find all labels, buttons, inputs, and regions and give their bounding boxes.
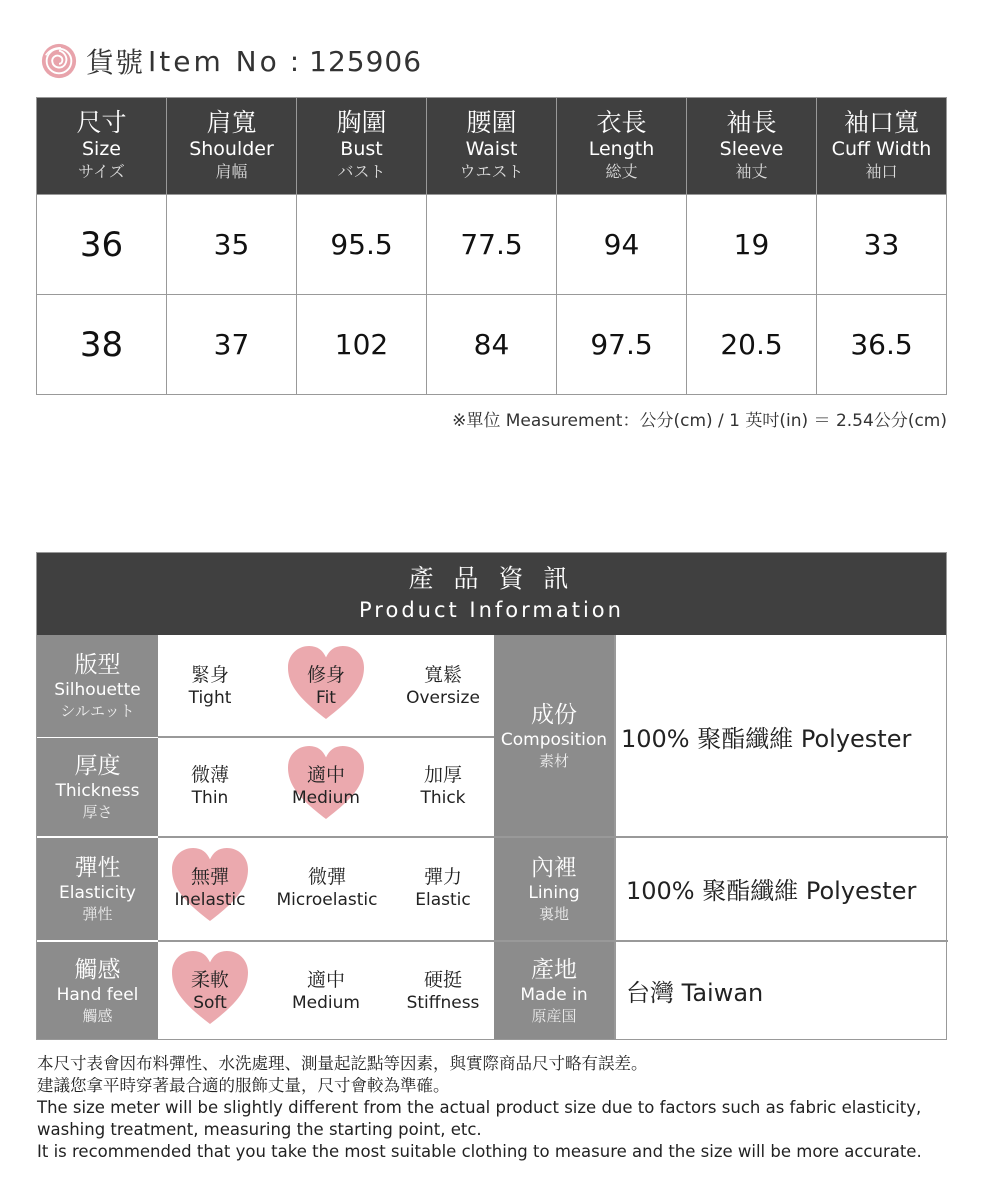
option-en: Microelastic [276,889,378,910]
column-jp: 肩幅 [215,162,248,181]
table-cell: 95.5 [297,195,427,295]
lining-value: 100% 聚酯纖維 Polyester [626,877,917,905]
column-en: Cuff Width [831,138,932,160]
option-zh: 彈力 [423,865,462,888]
composition-value: 100% 聚酯纖維 Polyester [621,725,912,753]
item-colon: : [289,44,300,78]
option-zh: 微彈 [307,865,346,888]
option-en: Oversize [406,687,480,708]
attribute-label-en: Hand feel [56,984,139,1005]
column-jp: サイズ [78,162,125,181]
attribute-label-jp: シルエット [60,702,135,720]
detail-label-composition [494,635,614,836]
attribute-label-silhouette [37,635,158,737]
column-zh: 袖長 [726,108,777,137]
column-zh: 衣長 [596,108,647,137]
detail-label-en: Composition [500,729,608,750]
option-zh: 硬挺 [423,968,462,991]
column-en: Shoulder [189,138,274,160]
column-jp: 袖丈 [735,162,768,181]
table-cell: 19 [687,195,817,295]
option-microelastic [271,843,383,933]
column-zh: 腰圍 [466,108,517,137]
size-table [36,97,947,395]
option-zh: 寬鬆 [423,663,462,686]
table-cell: 37 [167,295,297,395]
option-zh: 修身 [306,663,345,686]
column-header-length [557,98,687,195]
divider [158,836,948,838]
attribute-label-jp: 觸感 [82,1006,113,1025]
option-en: Inelastic [174,889,246,910]
option-inelastic-selected [155,843,265,933]
footer-note-line: 本尺寸表會因布料彈性、水洗處理、測量起訖點等因素，與實際商品尺寸略有誤差。 [37,1054,648,1073]
detail-label-jp: 裏地 [538,905,569,923]
option-en: Thin [191,787,229,808]
option-en: Medium [292,787,360,808]
option-medium-selected [271,741,381,831]
footer-note-line: It is recommended that you take the most suitable clothing to measure and the size will be more accurate. [37,1142,922,1161]
option-en: Elastic [415,889,471,910]
table-cell: 36.5 [817,295,947,395]
option-zh: 加厚 [423,763,462,786]
column-header-sleeve [687,98,817,195]
column-en: Size [81,138,121,160]
attribute-label-en: Thickness [55,781,140,801]
table-cell: 36 [37,195,167,295]
attribute-label-zh: 版型 [74,652,121,678]
column-zh: 胸圍 [336,108,387,137]
attribute-label-jp: 厚さ [82,803,113,821]
option-en: Fit [316,687,336,708]
option-medium [271,946,381,1036]
column-en: Sleeve [719,138,784,160]
item-label: Item No [148,44,280,78]
product-info-header [37,553,946,635]
attribute-label-zh: 厚度 [74,753,121,779]
divider [614,635,616,1039]
footer-note-line: 建議您拿平時穿著最合適的服飾丈量，尺寸會較為準確。 [37,1076,450,1095]
column-header-size [37,98,167,195]
measurement-note: ※單位 Measurement：公分(cm) / 1 英吋(in) ＝ 2.54公分(cm) [452,411,947,431]
detail-label-made-in [494,942,614,1039]
column-en: Length [588,138,655,160]
table-row [37,295,947,395]
option-elastic [388,843,498,933]
item-number: 125906 [309,44,423,78]
column-header-bust [297,98,427,195]
option-zh: 適中 [306,968,345,991]
option-fit-selected [271,641,381,731]
detail-label-zh: 產地 [531,956,577,983]
attribute-label-hand-feel [37,942,158,1039]
column-jp: ウエスト [459,162,524,181]
column-jp: バスト [337,162,386,181]
column-zh: 尺寸 [76,108,127,137]
column-header-waist [427,98,557,195]
footer-notes [37,1053,957,1163]
detail-label-zh: 成份 [531,701,577,728]
detail-label-zh: 內裡 [531,855,577,881]
table-cell: 84 [427,295,557,395]
attribute-label-zh: 觸感 [74,956,121,983]
option-zh: 柔軟 [190,968,229,991]
product-info-title-zh: 產 品 資 訊 [408,564,575,593]
detail-label-jp: 素材 [538,751,569,770]
option-en: Soft [193,992,227,1013]
table-cell: 20.5 [687,295,817,395]
divider [158,940,948,942]
table-cell: 35 [167,195,297,295]
divider [158,736,494,738]
rose-icon [40,42,78,80]
item-prefix: 貨號 [86,46,145,79]
column-header-cuff-width [817,98,947,195]
attribute-label-elasticity [37,838,158,940]
column-en: Bust [340,138,383,160]
made-in-value: 台灣 Taiwan [626,979,764,1007]
option-zh: 微薄 [190,763,229,786]
option-zh: 緊身 [190,663,229,686]
attribute-label-jp: 弾性 [82,905,113,923]
attribute-label-zh: 彈性 [74,855,121,881]
column-zh: 袖口寬 [843,108,919,137]
option-oversize [388,641,498,731]
attribute-label-en: Elasticity [59,883,136,903]
detail-label-en: Made in [520,984,588,1005]
attribute-label-en: Silhouette [54,680,141,700]
option-zh: 適中 [306,763,345,786]
table-row [37,195,947,295]
detail-label-en: Lining [528,883,580,903]
option-zh: 無彈 [190,865,229,888]
option-en: Thick [420,787,466,808]
detail-label-jp: 原産国 [531,1006,577,1025]
product-info-panel [36,552,947,1040]
option-stiffness [388,946,498,1036]
option-thick [388,741,498,831]
size-table-header-row [37,98,947,195]
product-info-title-en: Product Information [359,598,624,622]
table-cell: 38 [37,295,167,395]
detail-label-lining [494,838,614,940]
column-en: Waist [465,138,518,160]
option-soft-selected [155,946,265,1036]
option-en: Tight [188,687,232,708]
footer-note-line: washing treatment, measuring the starting point, etc. [37,1120,482,1139]
column-zh: 肩寬 [206,108,257,137]
attribute-label-thickness [37,738,158,836]
table-cell: 77.5 [427,195,557,295]
table-cell: 97.5 [557,295,687,395]
option-en: Stiffness [406,992,480,1013]
item-header [40,40,422,82]
column-header-shoulder [167,98,297,195]
table-cell: 94 [557,195,687,295]
table-cell: 33 [817,195,947,295]
table-cell: 102 [297,295,427,395]
option-thin [155,741,265,831]
column-jp: 総丈 [605,162,638,181]
option-en: Medium [292,992,360,1013]
option-tight [155,641,265,731]
footer-note-line: The size meter will be slightly different from the actual product size due to factors such as fabric elasticity, [37,1098,922,1117]
column-jp: 袖口 [865,162,898,181]
